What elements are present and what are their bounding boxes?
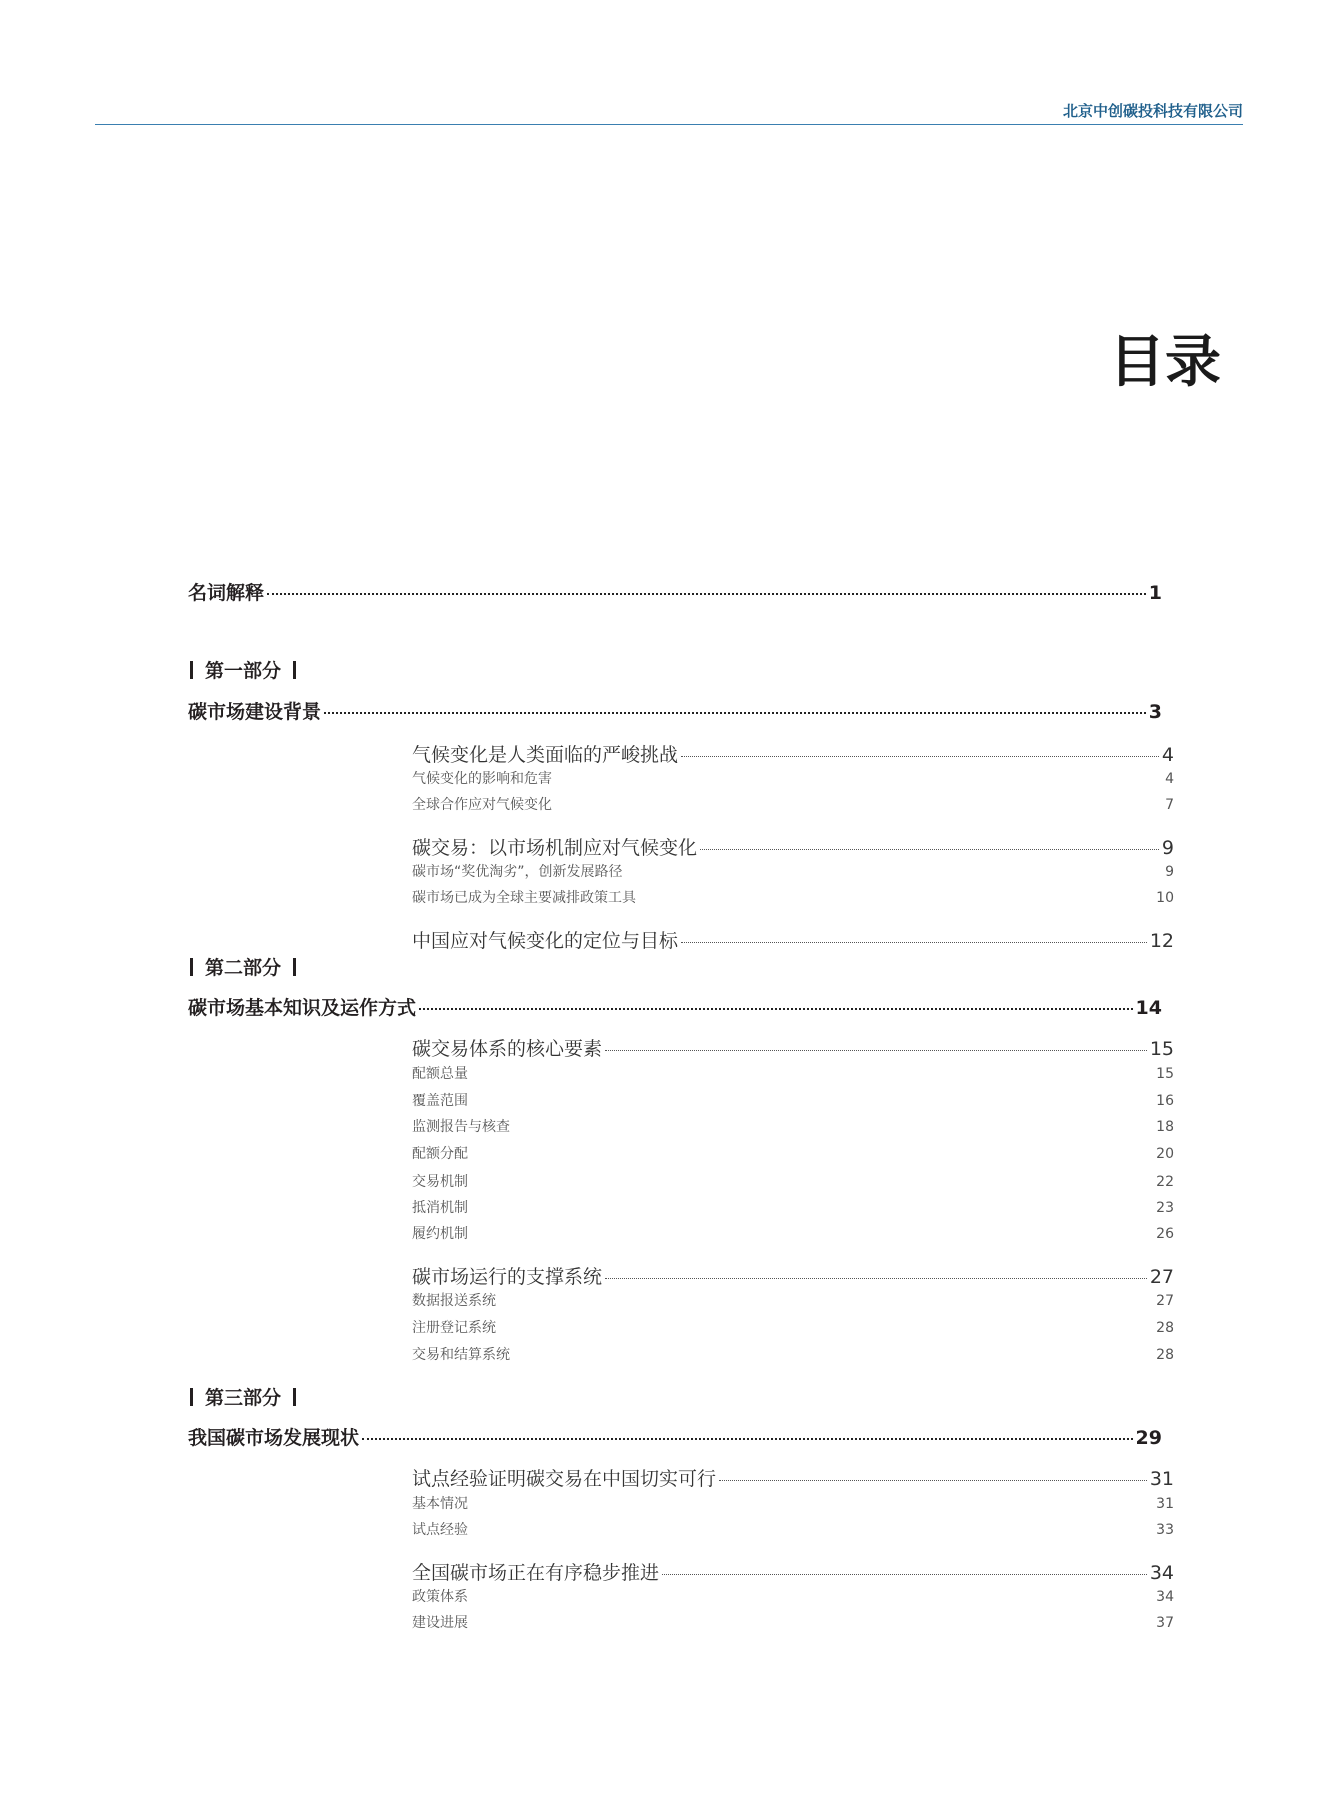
page-title: 目录 xyxy=(1109,330,1221,395)
toc-label: 履约机制 xyxy=(412,1226,468,1242)
toc-label: 监测报告与核查 xyxy=(412,1119,510,1135)
toc-label: 交易机制 xyxy=(412,1174,468,1190)
toc-page-number: 4 xyxy=(1161,744,1174,766)
toc-label: 全国碳市场正在有序稳步推进 xyxy=(412,1562,660,1584)
leader-dots xyxy=(362,1438,1133,1440)
toc-label: 碳市场建设背景 xyxy=(188,701,322,723)
toc-label: 气候变化是人类面临的严峻挑战 xyxy=(412,744,679,766)
toc-page-number: 9 xyxy=(1165,864,1174,880)
toc-page-number: 1 xyxy=(1148,582,1162,604)
leader-dots xyxy=(719,1480,1147,1481)
toc-page-number: 29 xyxy=(1135,1427,1162,1449)
toc-label: 覆盖范围 xyxy=(412,1093,468,1109)
leader-dots xyxy=(605,1278,1147,1279)
leader-dots xyxy=(419,1008,1133,1010)
part-heading-3 xyxy=(188,1383,298,1410)
toc-chapter[interactable] xyxy=(412,1262,1174,1289)
toc-page-number: 22 xyxy=(1156,1174,1174,1190)
toc-subsection[interactable] xyxy=(412,1290,1174,1310)
toc-subsection[interactable] xyxy=(412,1223,1174,1243)
bar-icon xyxy=(293,661,296,679)
toc-subsection[interactable] xyxy=(412,768,1174,788)
toc-label: 基本情况 xyxy=(412,1496,468,1512)
toc-page-number: 18 xyxy=(1156,1119,1174,1135)
toc-subsection[interactable] xyxy=(412,861,1174,881)
toc-page-number: 14 xyxy=(1135,997,1162,1019)
part-heading-1 xyxy=(188,656,298,683)
toc-chapter[interactable] xyxy=(412,1558,1174,1585)
toc-page-number: 27 xyxy=(1149,1266,1174,1288)
toc-label: 全球合作应对气候变化 xyxy=(412,797,552,813)
toc-subsection[interactable] xyxy=(412,1344,1174,1364)
toc-page-number: 3 xyxy=(1148,701,1162,723)
toc-page-number: 37 xyxy=(1156,1615,1174,1631)
leader-dots xyxy=(681,942,1147,943)
toc-label: 碳市场基本知识及运作方式 xyxy=(188,997,417,1019)
toc-subsection[interactable] xyxy=(412,1493,1174,1513)
leader-dots xyxy=(681,756,1159,757)
company-name: 北京中创碳投科技有限公司 xyxy=(1062,102,1243,120)
toc-label: 气候变化的影响和危害 xyxy=(412,771,552,787)
toc-chapter[interactable] xyxy=(412,1034,1174,1061)
bar-icon xyxy=(190,661,193,679)
part-heading-2 xyxy=(188,953,298,980)
toc-label: 试点经验 xyxy=(412,1522,468,1538)
toc-label: 交易和结算系统 xyxy=(412,1347,510,1363)
toc-page-number: 12 xyxy=(1149,930,1174,952)
toc-label: 碳交易体系的核心要素 xyxy=(412,1038,603,1060)
toc-subsection[interactable] xyxy=(412,794,1174,814)
part-label: 第一部分 xyxy=(205,660,282,682)
toc-label: 抵消机制 xyxy=(412,1200,468,1216)
toc-section[interactable] xyxy=(188,697,1162,724)
toc-label: 数据报送系统 xyxy=(412,1293,496,1309)
toc-label: 中国应对气候变化的定位与目标 xyxy=(412,930,679,952)
toc-subsection[interactable] xyxy=(412,1116,1174,1136)
toc-section[interactable] xyxy=(188,993,1162,1020)
toc-page-number: 9 xyxy=(1161,837,1174,859)
toc-label: 碳市场运行的支撑系统 xyxy=(412,1266,603,1288)
toc-label: 碳交易：以市场机制应对气候变化 xyxy=(412,837,698,859)
toc-page-number: 31 xyxy=(1156,1496,1174,1512)
toc-subsection[interactable] xyxy=(412,1317,1174,1337)
leader-dots xyxy=(662,1574,1147,1575)
toc-page-number: 15 xyxy=(1156,1066,1174,1082)
leader-dots xyxy=(700,849,1159,850)
toc-label: 注册登记系统 xyxy=(412,1320,496,1336)
toc-page-number: 4 xyxy=(1165,771,1174,787)
toc-subsection[interactable] xyxy=(412,1612,1174,1632)
bar-icon xyxy=(293,1388,296,1406)
part-label: 第三部分 xyxy=(205,1387,282,1409)
toc-page-number: 28 xyxy=(1156,1320,1174,1336)
toc-chapter[interactable] xyxy=(412,1464,1174,1491)
toc-label: 政策体系 xyxy=(412,1589,468,1605)
toc-page-number: 27 xyxy=(1156,1293,1174,1309)
toc-label: 配额分配 xyxy=(412,1146,468,1162)
toc-page-number: 26 xyxy=(1156,1226,1174,1242)
bar-icon xyxy=(190,1388,193,1406)
toc-label: 碳市场“奖优淘劣”，创新发展路径 xyxy=(412,864,623,880)
toc-label: 试点经验证明碳交易在中国切实可行 xyxy=(412,1468,717,1490)
toc-glossary[interactable] xyxy=(188,578,1162,605)
toc-page-number: 10 xyxy=(1156,890,1174,906)
toc-label: 碳市场已成为全球主要减排政策工具 xyxy=(412,890,636,906)
toc-label: 配额总量 xyxy=(412,1066,468,1082)
toc-subsection[interactable] xyxy=(412,1519,1174,1539)
toc-subsection[interactable] xyxy=(412,1143,1174,1163)
bar-icon xyxy=(293,958,296,976)
toc-page-number: 28 xyxy=(1156,1347,1174,1363)
toc-page-number: 23 xyxy=(1156,1200,1174,1216)
toc-chapter[interactable] xyxy=(412,833,1174,860)
header-rule xyxy=(95,124,1243,125)
toc-subsection[interactable] xyxy=(412,1090,1174,1110)
toc-page-number: 7 xyxy=(1165,797,1174,813)
toc-subsection[interactable] xyxy=(412,1586,1174,1606)
toc-page-number: 34 xyxy=(1156,1589,1174,1605)
leader-dots xyxy=(267,593,1146,595)
toc-page-number: 33 xyxy=(1156,1522,1174,1538)
toc-label: 建设进展 xyxy=(412,1615,468,1631)
part-label: 第二部分 xyxy=(205,957,282,979)
toc-page-number: 34 xyxy=(1149,1562,1174,1584)
leader-dots xyxy=(324,712,1146,714)
toc-page-number: 31 xyxy=(1149,1468,1174,1490)
bar-icon xyxy=(190,958,193,976)
toc-subsection[interactable] xyxy=(412,887,1174,907)
toc-page-number: 20 xyxy=(1156,1146,1174,1162)
toc-page-number: 15 xyxy=(1149,1038,1174,1060)
toc-subsection[interactable] xyxy=(412,1063,1174,1083)
toc-section[interactable] xyxy=(188,1423,1162,1450)
toc-subsection[interactable] xyxy=(412,1197,1174,1217)
toc-subsection[interactable] xyxy=(412,1171,1174,1191)
toc-chapter[interactable] xyxy=(412,740,1174,767)
leader-dots xyxy=(605,1050,1147,1051)
toc-chapter[interactable] xyxy=(412,926,1174,953)
toc-label: 我国碳市场发展现状 xyxy=(188,1427,360,1449)
toc-label: 名词解释 xyxy=(188,582,265,604)
toc-page-number: 16 xyxy=(1156,1093,1174,1109)
